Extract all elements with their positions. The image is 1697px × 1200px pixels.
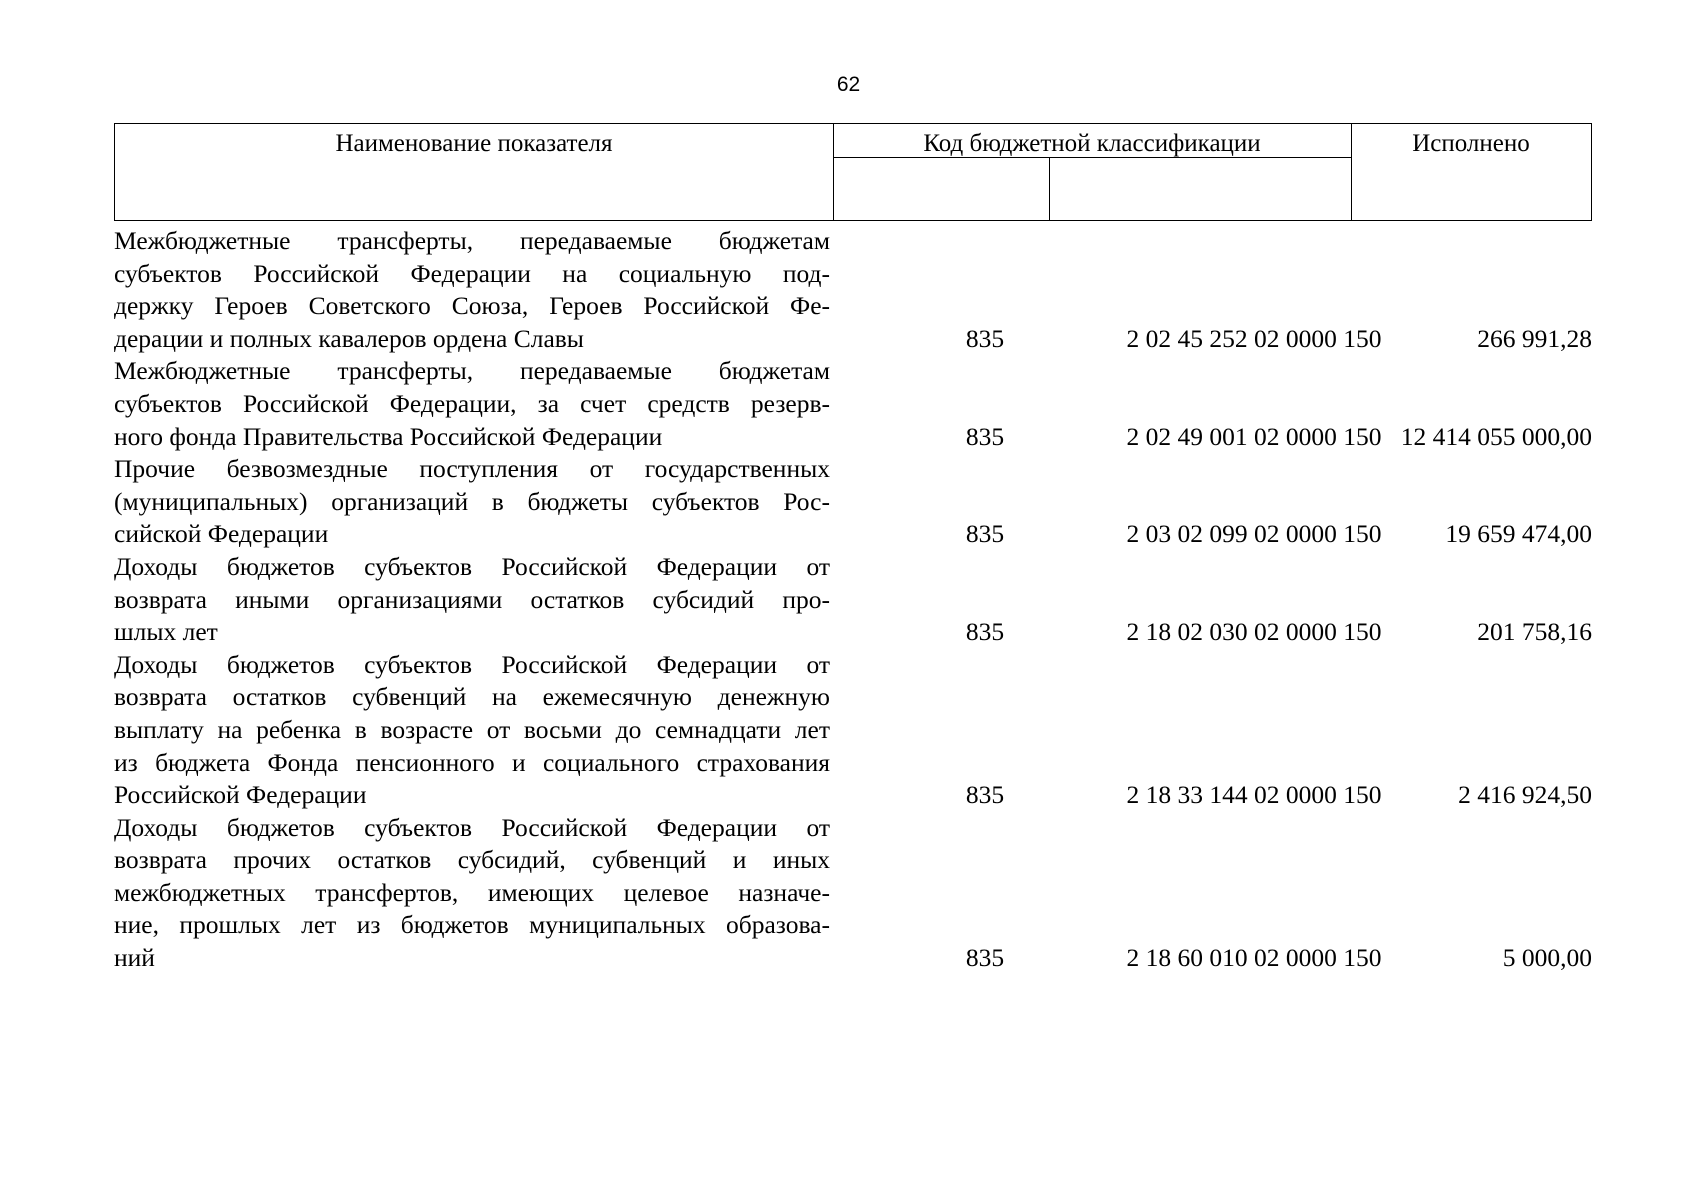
row-name-line: возврата прочих остатков субсидий, субвенций и иных	[114, 845, 830, 875]
row-income-code: 2 02 49 001 02 0000 150	[1126, 421, 1382, 451]
row-indicator-name	[114, 551, 830, 649]
row-admin-code: 835	[965, 323, 1005, 353]
row-name-line: дерации и полных кавалеров ордена Славы	[114, 323, 584, 353]
table-row	[114, 812, 1594, 975]
row-income-code: 2 03 02 099 02 0000 150	[1126, 519, 1382, 549]
row-admin-code: 835	[965, 617, 1005, 647]
row-amount: 5 000,00	[1502, 943, 1592, 973]
row-name-line: возврата иными организациями остатков субсидий про-	[114, 584, 830, 614]
row-name-line: выплату на ребенка в возрасте от восьми до семнадцати лет	[114, 714, 830, 744]
row-name-line: сийской Федерации	[114, 519, 329, 549]
row-admin-code: 835	[965, 519, 1005, 549]
row-name-line: Доходы бюджетов субъектов Российской Федерации от	[114, 551, 830, 581]
row-amount: 201 758,16	[1477, 617, 1592, 647]
table-row	[114, 225, 1594, 355]
page-number: 62	[836, 73, 861, 96]
row-income-code: 2 18 02 030 02 0000 150	[1126, 617, 1382, 647]
table-row	[114, 355, 1594, 453]
row-name-line: Доходы бюджетов субъектов Российской Федерации от	[114, 812, 830, 842]
row-name-line: возврата остатков субвенций на ежемесячную денежную	[114, 682, 830, 712]
row-name-line: из бюджета Фонда пенсионного и социального страхования	[114, 747, 830, 777]
row-amount: 266 991,28	[1477, 323, 1592, 353]
row-name-line: ний	[114, 943, 155, 973]
row-indicator-name	[114, 355, 830, 453]
row-name-line: Межбюджетные трансферты, передаваемые бюджетам	[114, 356, 830, 386]
table-row	[114, 453, 1594, 551]
row-admin-code: 835	[965, 780, 1005, 810]
row-name-line: (муниципальных) организаций в бюджеты субъектов Рос-	[114, 486, 830, 516]
header-executed-column: Исполнено	[1412, 130, 1530, 157]
row-name-line: субъектов Российской Федерации, за счет средств резерв-	[114, 388, 830, 418]
row-name-line: межбюджетных трансфертов, имеющих целевое назначе-	[114, 877, 830, 907]
row-name-line: Прочие безвозмездные поступления от государственных	[114, 454, 830, 484]
table-header	[114, 123, 1592, 221]
row-name-line: Российской Федерации	[114, 780, 367, 810]
row-indicator-name	[114, 453, 830, 551]
row-name-line: Межбюджетные трансферты, передаваемые бюджетам	[114, 226, 830, 255]
table-row	[114, 649, 1594, 812]
row-income-code: 2 02 45 252 02 0000 150	[1126, 323, 1382, 353]
row-name-line: Доходы бюджетов субъектов Российской Федерации от	[114, 649, 830, 679]
row-admin-code: 835	[965, 943, 1005, 973]
row-income-code: 2 18 60 010 02 0000 150	[1126, 943, 1382, 973]
table-body	[114, 225, 1594, 975]
row-admin-code: 835	[965, 421, 1005, 451]
row-name-line: ного фонда Правительства Российской Федерации	[114, 421, 663, 451]
row-amount: 2 416 924,50	[1458, 780, 1592, 810]
row-name-line: ние, прошлых лет из бюджетов муниципальных образова-	[114, 910, 830, 940]
row-income-code: 2 18 33 144 02 0000 150	[1126, 780, 1382, 810]
header-name-column: Наименование показателя	[335, 130, 613, 157]
row-indicator-name	[114, 649, 830, 812]
row-indicator-name	[114, 225, 830, 355]
row-name-line: держку Героев Советского Союза, Героев Российской Фе-	[114, 291, 830, 321]
row-name-line: шлых лет	[114, 617, 218, 647]
row-amount: 19 659 474,00	[1445, 519, 1592, 549]
header-code-column: Код бюджетной классификации	[923, 130, 1261, 157]
row-indicator-name	[114, 812, 830, 975]
row-amount: 12 414 055 000,00	[1400, 421, 1592, 451]
row-name-line: субъектов Российской Федерации на социальную под-	[114, 258, 830, 288]
header-divider	[1049, 157, 1050, 220]
table-row	[114, 551, 1594, 649]
